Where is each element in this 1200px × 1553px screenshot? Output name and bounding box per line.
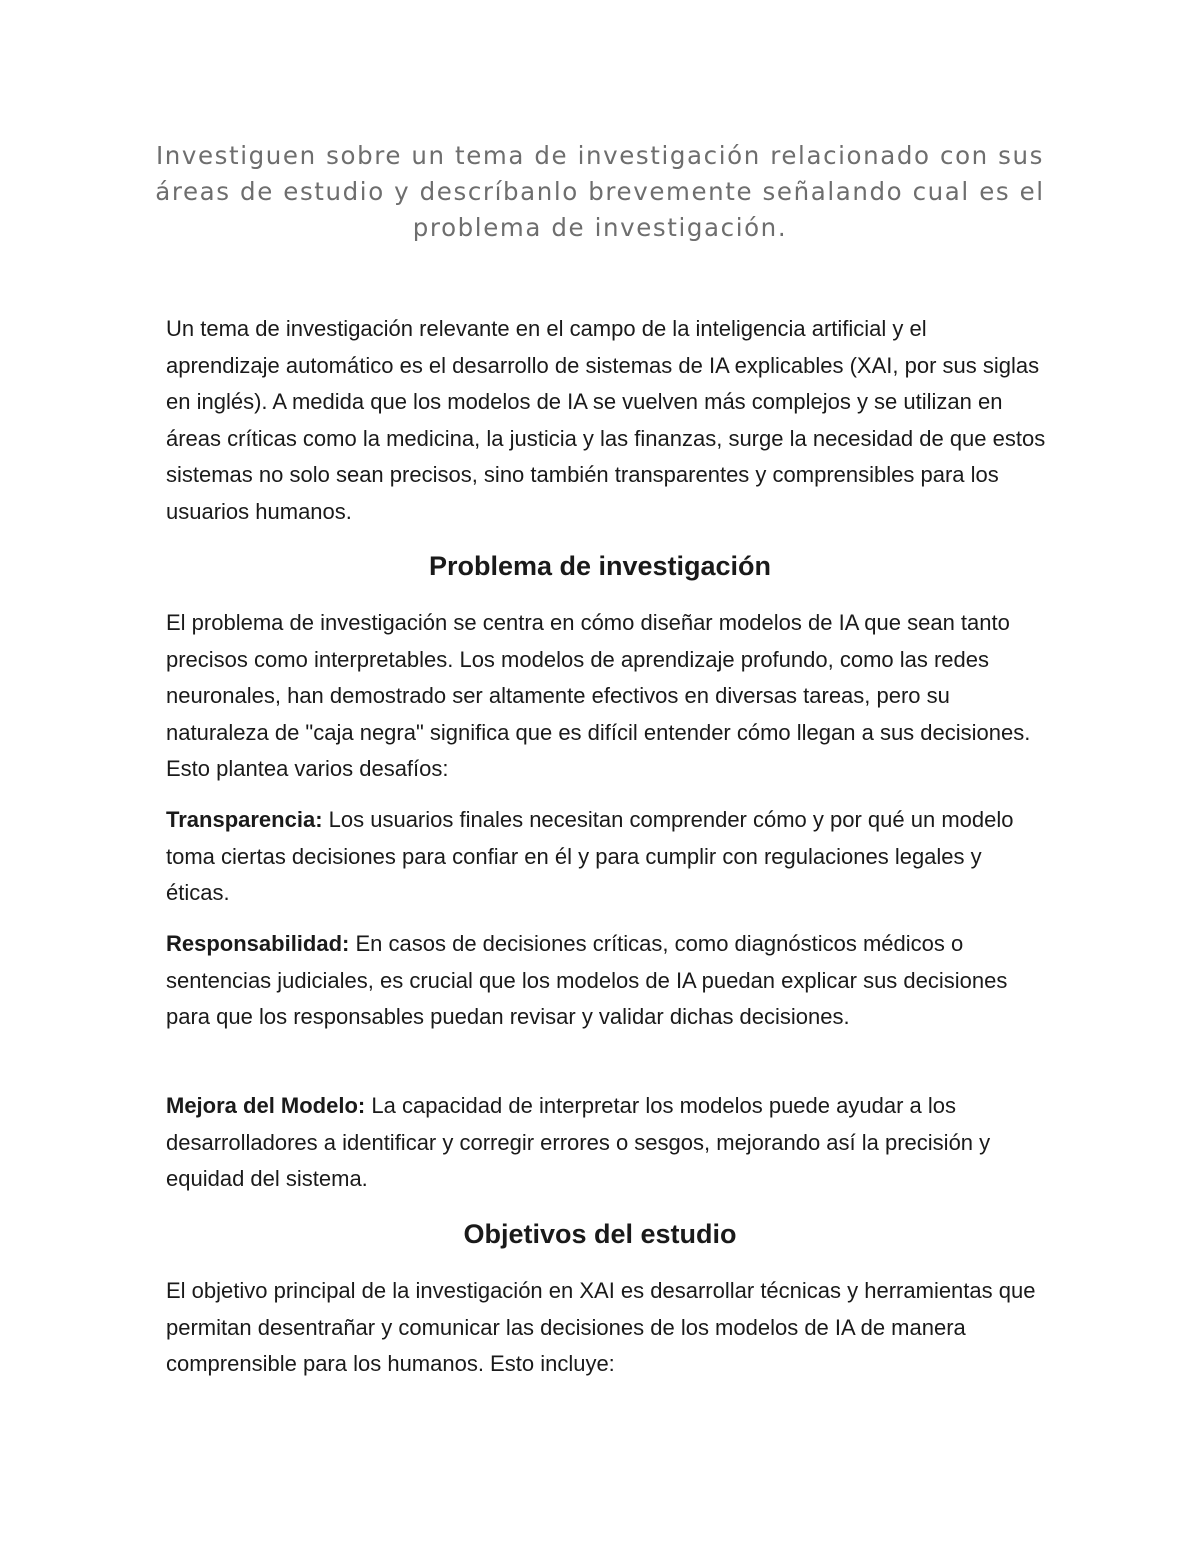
intro-paragraph: Un tema de investigación relevante en el campo de la inteligencia artificial y el aprendizaje automático es el desarrollo de sistemas de IA explicables (XAI, por sus siglas en inglés). A medida que los modelos de IA se vuelven más complejos y se utilizan en áreas críticas como la medicina, la justicia y las finanzas, surge la necesidad de que estos sistemas no solo sean precisos, sino también transparentes y comprensibles para los usuarios humanos. [166,316,1046,524]
challenge-transparencia [166,802,1046,912]
challenge-term: Responsabilidad: [166,931,350,956]
challenge-responsabilidad [166,926,1046,1036]
challenge-term: Mejora del Modelo: [166,1093,366,1118]
challenge-text: La capacidad de interpretar los modelos puede ayudar a los desarrolladores a identificar y corregir errores o sesgos, mejorando así la precisión y equidad del sistema. [166,1093,991,1192]
challenge-text: En casos de decisiones críticas, como diagnósticos médicos o sentencias judiciales, es crucial que los modelos de IA puedan explicar sus decisiones para que los responsables puedan revisar y validar dichas decisiones. [166,931,1008,1030]
challenge-term: Transparencia: [166,807,323,832]
challenge-mejora-del-modelo [166,1088,1046,1198]
problem-section-heading: Problema de investigación [428,551,772,581]
objectives-paragraph: El objetivo principal de la investigación en XAI es desarrollar técnicas y herramientas que permitan desentrañar y comunicar las decisiones de los modelos de IA de manera comprensible para los humanos. Esto incluye: [166,1278,1036,1377]
document-title: Investiguen sobre un tema de investigación relacionado con sus áreas de estudio y descríbanlo brevemente señalando cual es el problema de investigación. [155,141,1045,242]
problem-paragraph: El problema de investigación se centra en cómo diseñar modelos de IA que sean tanto precisos como interpretables. Los modelos de aprendizaje profundo, como las redes neuronales, han demostrado ser altamente efectivos en diversas tareas, pero su naturaleza de "caja negra" significa que es difícil entender cómo llegan a sus decisiones. Esto plantea varios desafíos: [166,610,1031,782]
challenge-text: Los usuarios finales necesitan comprender cómo y por qué un modelo toma ciertas decisiones para confiar en él y para cumplir con regulaciones legales y éticas. [166,807,1014,906]
objectives-section-heading: Objetivos del estudio [463,1219,737,1249]
